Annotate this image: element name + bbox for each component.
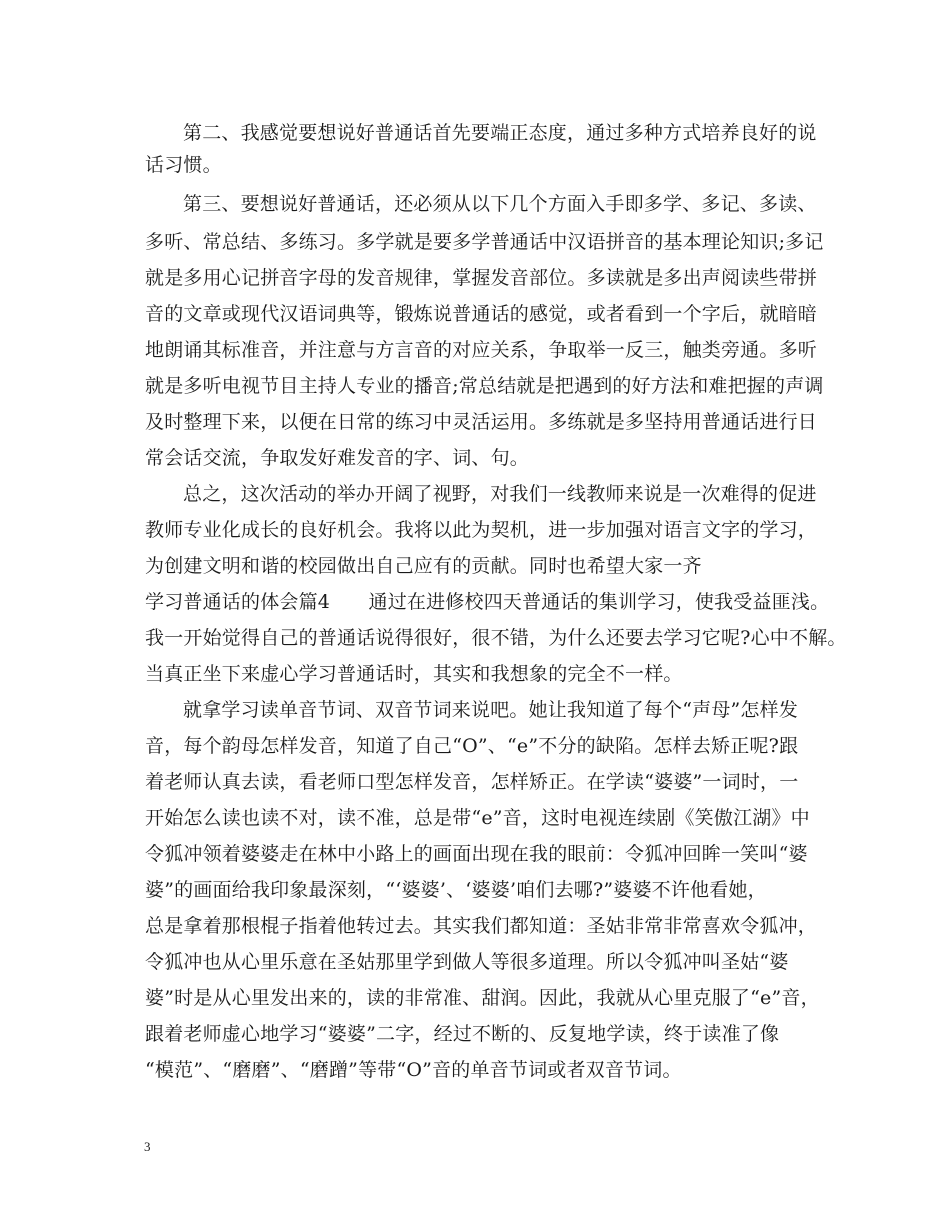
text-line: 学习普通话的体会篇4 通过在进修校四天普通话的集训学习，使我受益匪浅。 [145, 591, 830, 613]
text-line: “模范”、“磨磨”、“磨蹭”等带“O”音的单音节词或者双音节词。 [145, 1059, 682, 1081]
text-line: 音，每个韵母怎样发音，知道了自己“O”、“e”不分的缺陷。怎样去矫正呢?跟 [145, 735, 799, 757]
text-line: 令狐冲也从心里乐意在圣姑那里学到做人等很多道理。所以令狐冲叫圣姑“婆 [145, 951, 789, 973]
text-line: 教师专业化成长的良好机会。我将以此为契机，进一步加强对语言文字的学习， [145, 519, 818, 541]
text-line: 第三、要想说好普通话，还必须从以下几个方面入手即多学、多记、多读、 [183, 193, 817, 215]
text-line: 第二、我感觉要想说好普通话首先要端正态度，通过多种方式培养良好的说 [183, 122, 817, 144]
text-line: 着老师认真去读，看老师口型怎样发音，怎样矫正。在学读“婆婆”一词时，一 [145, 771, 799, 793]
text-line: 当真正坐下来虚心学习普通话时，其实和我想象的完全不一样。 [145, 663, 683, 685]
text-line: 多听、常总结、多练习。多学就是要多学普通话中汉语拼音的基本理论知识;多记 [145, 231, 824, 253]
text-line: 总是拿着那根棍子指着他转过去。其实我们都知道：圣姑非常非常喜欢令狐冲， [145, 915, 818, 937]
text-line: 总之，这次活动的举办开阔了视野，对我们一线教师来说是一次难得的促进 [183, 483, 817, 505]
text-line: 婆”的画面给我印象最深刻，“‘婆婆’、‘婆婆’咱们去哪?”婆婆不许他看她， [145, 879, 767, 901]
text-line: 及时整理下来，以便在日常的练习中灵活运用。多练就是多坚持用普通话进行日 [145, 411, 818, 433]
text-line: 地朗诵其标准音，并注意与方言音的对应关系，争取举一反三，触类旁通。多听 [145, 339, 818, 361]
text-line: 婆”时是从心里发出来的，读的非常准、甜润。因此，我就从心里克服了“e”音， [145, 987, 820, 1009]
text-line: 开始怎么读也读不对，读不准，总是带“e”音，这时电视连续剧《笑傲江湖》中 [145, 807, 810, 829]
text-line: 就拿学习读单音节词、双音节词来说吧。她让我知道了每个“声母”怎样发 [183, 699, 799, 721]
text-line: 令狐冲领着婆婆走在林中小路上的画面出现在我的眼前：令狐冲回眸一笑叫“婆 [145, 843, 808, 865]
text-line: 常会话交流，争取发好难发音的字、词、句。 [145, 447, 530, 469]
text-line: 跟着老师虚心地学习“婆婆”二字，经过不断的、反复地学读，终于读准了像 [145, 1023, 780, 1045]
text-line: 就是多听电视节目主持人专业的播音;常总结就是把遇到的好方法和难把握的声调 [145, 375, 824, 397]
text-line: 为创建文明和谐的校园做出自己应有的贡献。同时也希望大家一齐 [145, 555, 702, 577]
text-line: 就是多用心记拼音字母的发音规律，掌握发音部位。多读就是多出声阅读些带拼 [145, 267, 818, 289]
page-number: 3 [144, 1139, 151, 1154]
text-line: 话习惯。 [145, 154, 222, 176]
text-line: 音的文章或现代汉语词典等，锻炼说普通话的感觉，或者看到一个字后，就暗暗 [145, 303, 818, 325]
text-line: 我一开始觉得自己的普通话说得很好，很不错，为什么还要去学习它呢?心中不解。 [145, 627, 847, 649]
